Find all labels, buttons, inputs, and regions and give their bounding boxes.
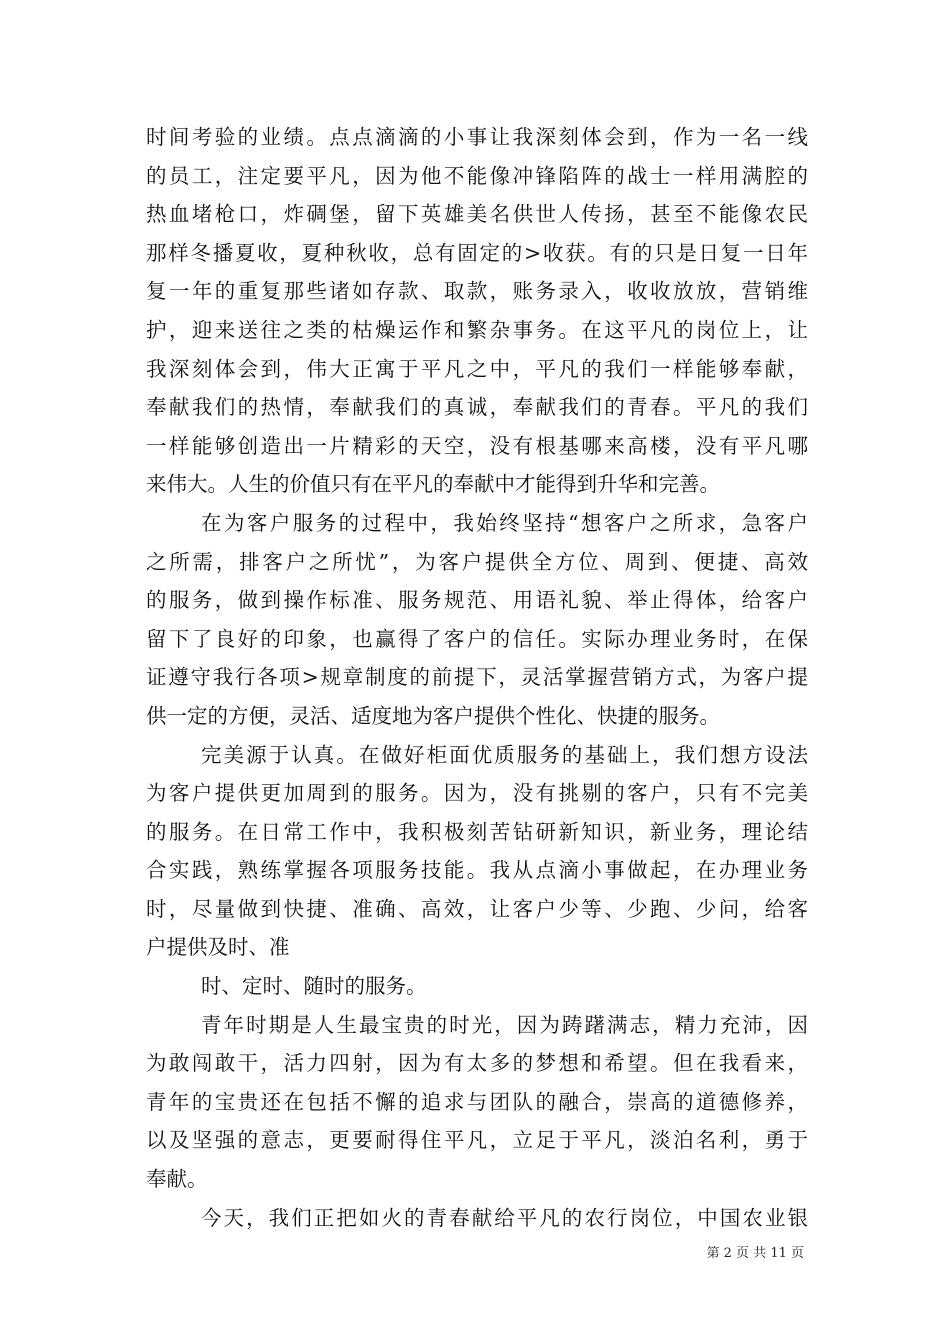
text-line: 以及坚强的意志，更要耐得住平凡，立足于平凡，淡泊名利，勇于 <box>146 1128 808 1153</box>
text-line: 之所需，排客户之所忧”，为客户提供全方位、周到、便捷、高效 <box>146 549 808 574</box>
text-line: 复一年的重复那些诸如存款、取款，账务录入，收收放放，营销维 <box>146 279 808 304</box>
text-line: 今天，我们正把如火的青春献给平凡的农行岗位，中国农业银 <box>201 1205 808 1230</box>
text-line: 的服务。在日常工作中，我积极刻苦钻研新知识，新业务，理论结 <box>146 819 808 844</box>
text-line: 时间考验的业绩。点点滴滴的小事让我深刻体会到，作为一名一线 <box>146 125 808 149</box>
text-line: 那样冬播夏收，夏种秋收，总有固定的>收获。有的只是日复一日年 <box>146 240 808 265</box>
text-line: 青年的宝贵还在包括不懈的追求与团队的融合，崇高的道德修养， <box>146 1089 808 1114</box>
text-line: 在为客户服务的过程中，我始终坚持“想客户之所求，急客户 <box>201 510 808 535</box>
text-line: 合实践，熟练掌握各项服务技能。我从点滴小事做起，在办理业务 <box>146 858 808 883</box>
body-text <box>146 118 808 1237</box>
text-line: 时、定时、随时的服务。 <box>201 974 427 999</box>
text-line: 奉献。 <box>146 1167 208 1192</box>
text-line: 完美源于认真。在做好柜面优质服务的基础上，我们想方设法 <box>201 742 808 767</box>
text-line: 热血堵枪口，炸碉堡，留下英雄美名供世人传扬，甚至不能像农民 <box>146 202 808 227</box>
text-line: 证遵守我行各项>规章制度的前提下，灵活掌握营销方式，为客户提 <box>146 665 808 690</box>
text-line: 为客户提供更加周到的服务。因为，没有挑剔的客户，只有不完美 <box>146 781 808 806</box>
text-line: 我深刻体会到，伟大正寓于平凡之中，平凡的我们一样能够奉献， <box>146 356 808 381</box>
text-line: 奉献我们的热情，奉献我们的真诚，奉献我们的青春。平凡的我们 <box>146 395 808 420</box>
text-line: 护，迎来送往之类的枯燥运作和繁杂事务。在这平凡的岗位上，让 <box>146 317 808 342</box>
text-line: 留下了良好的印象，也赢得了客户的信任。实际办理业务时，在保 <box>146 626 808 651</box>
text-line: 青年时期是人生最宝贵的时光，因为踌躇满志，精力充沛，因 <box>201 1012 808 1037</box>
text-line: 的员工，注定要平凡，因为他不能像冲锋陷阵的战士一样用满腔的 <box>146 163 808 188</box>
text-line: 的服务，做到操作标准、服务规范、用语礼貌、举止得体，给客户 <box>146 588 808 613</box>
text-line: 时，尽量做到快捷、准确、高效，让客户少等、少跑、少问，给客 <box>146 896 808 921</box>
text-line: 一样能够创造出一片精彩的天空，没有根基哪来高楼，没有平凡哪 <box>146 433 808 458</box>
text-line: 为敢闯敢干，活力四射，因为有太多的梦想和希望。但在我看来， <box>146 1051 808 1076</box>
page-number: 第 2 页 共 11 页 <box>706 1246 804 1261</box>
text-line: 来伟大。人生的价值只有在平凡的奉献中才能得到升华和完善。 <box>146 472 720 497</box>
text-line: 供一定的方便，灵活、适度地为客户提供个性化、快捷的服务。 <box>146 703 720 728</box>
text-line: 户提供及时、准 <box>146 935 290 960</box>
